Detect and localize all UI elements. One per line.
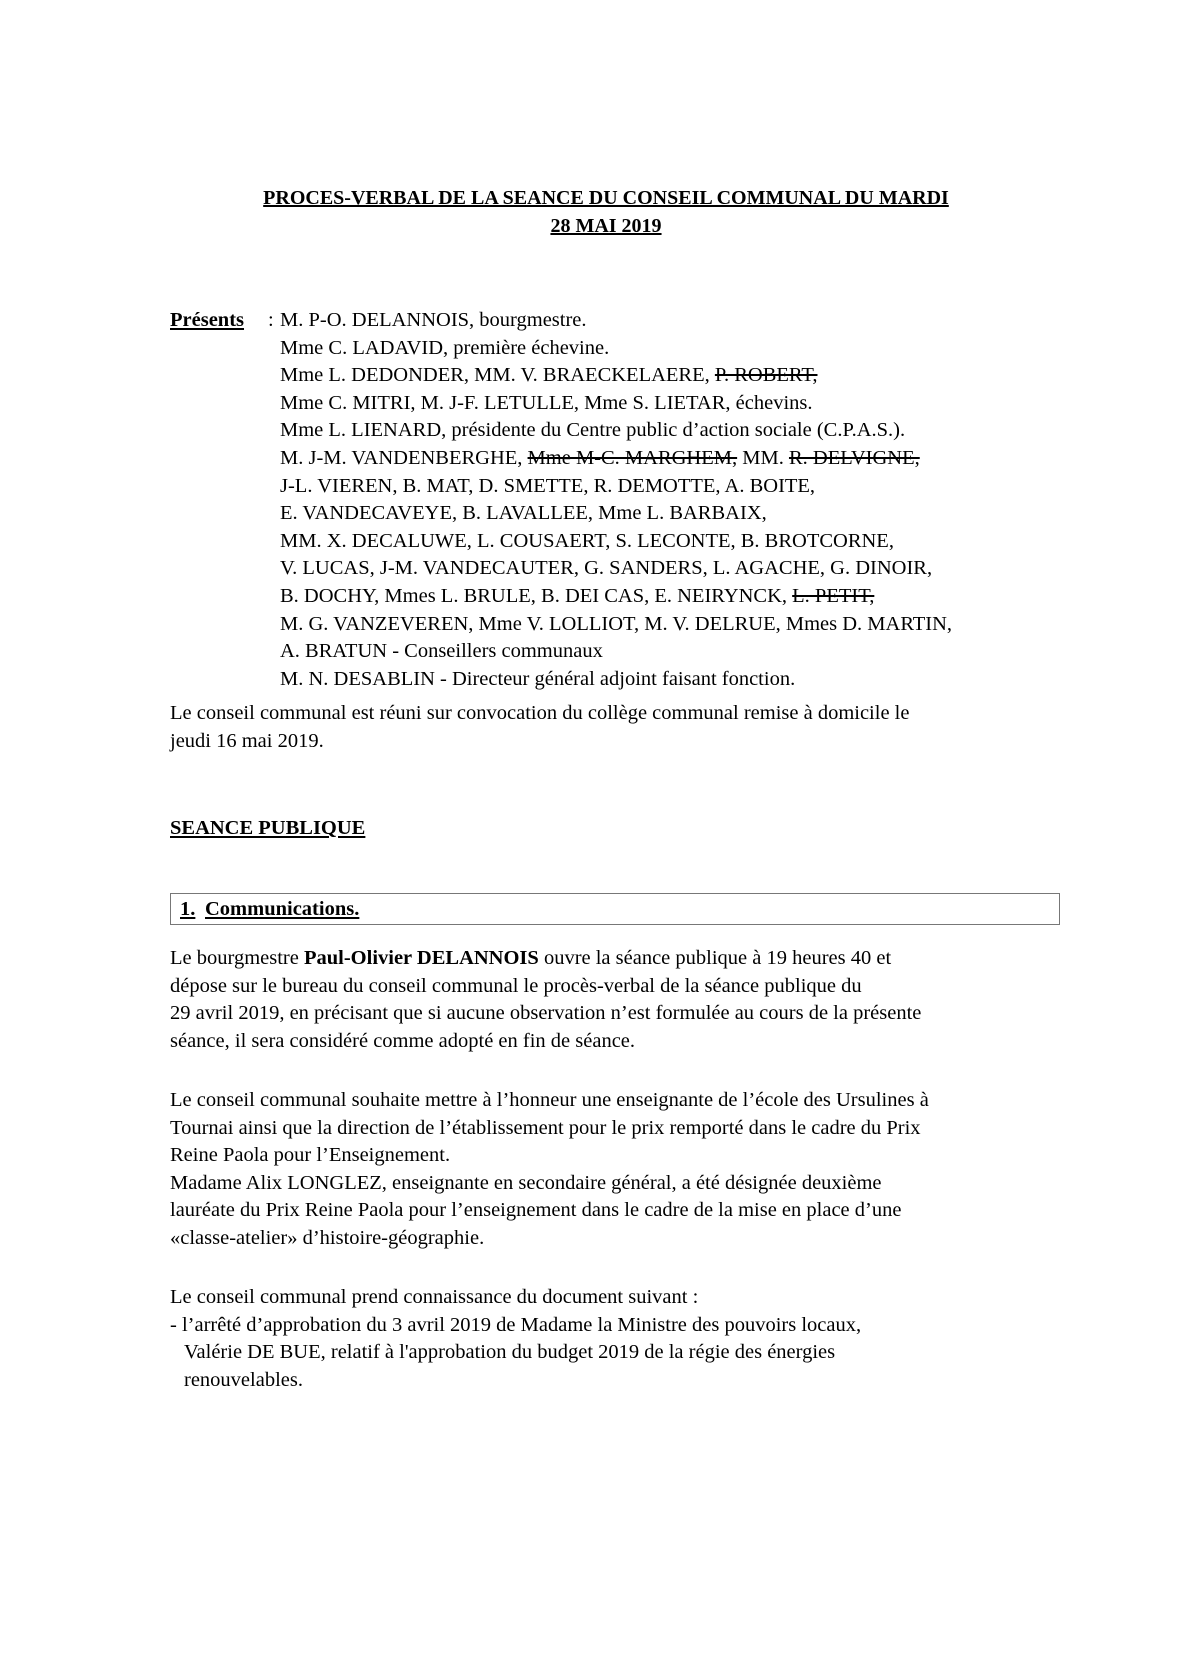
document-title	[160, 184, 1052, 240]
bullet-continuation-line: renouvelables.	[184, 1368, 303, 1391]
presents-line: M. N. DESABLIN - Directeur général adjoint faisant fonction.	[280, 667, 796, 690]
paragraph-line: Le conseil communal prend connaissance du document suivant :	[170, 1286, 699, 1308]
presents-line: V. LUCAS, J-M. VANDECAUTER, G. SANDERS, L. AGACHE, G. DINOIR,	[280, 557, 933, 580]
presents-list	[280, 307, 1100, 693]
presents-line: Mme L. LIENARD, présidente du Centre public d’action sociale (C.P.A.S.).	[280, 419, 906, 442]
presents-line: M. G. VANZEVEREN, Mme V. LOLLIOT, M. V. DELRUE, Mmes D. MARTIN,	[280, 612, 953, 635]
opening-paragraph	[170, 945, 1090, 1055]
paragraph-line: séance, il sera considéré comme adopté en fin de séance.	[170, 1029, 636, 1052]
paragraph-line: 29 avril 2019, en précisant que si aucune observation n’est formulée au cours de la présente	[170, 1002, 922, 1025]
presents-line: A. BRATUN - Conseillers communaux	[280, 640, 603, 663]
paragraph-line: dépose sur le bureau du conseil communal le procès-verbal de la séance publique du	[170, 974, 862, 997]
convocation-paragraph	[170, 700, 1070, 755]
paragraph-text: Le bourgmestre	[170, 947, 304, 969]
section-title: SEANCE PUBLIQUE	[170, 817, 366, 839]
paragraph-line: «classe-atelier» d’histoire-géographie.	[170, 1226, 485, 1249]
presents-text: MM.	[737, 446, 789, 469]
presents-line: Mme C. MITRI, M. J-F. LETULLE, Mme S. LIETAR, échevins.	[280, 391, 813, 414]
paragraph-line	[170, 945, 1090, 973]
presents-line: Mme C. LADAVID, première échevine.	[280, 336, 610, 359]
struck-name: L. PETIT,	[792, 584, 875, 607]
struck-name: P. ROBERT,	[714, 364, 818, 387]
presents-text: Mme L. DEDONDER, MM. V. BRAECKELAERE,	[280, 364, 715, 387]
paragraph-line: lauréate du Prix Reine Paola pour l’enseignement dans le cadre de la mise en place d’une	[170, 1199, 902, 1222]
agenda-item-label: Communications.	[205, 898, 360, 920]
presents-line	[280, 583, 1100, 611]
paragraph-line: Tournai ainsi que la direction de l’établissement pour le prix remporté dans le cadre du Prix	[170, 1116, 921, 1139]
struck-name: R. DELVIGNE,	[788, 446, 920, 469]
paragraph-line: Le conseil communal souhaite mettre à l’honneur une enseignante de l’école des Ursulines à	[170, 1089, 929, 1111]
presents-text: M. J-M. VANDENBERGHE,	[280, 446, 528, 469]
presents-line: MM. X. DECALUWE, L. COUSAERT, S. LECONTE, B. BROTCORNE,	[280, 529, 894, 552]
bullet-line: - l’arrêté d’approbation du 3 avril 2019 de Madame la Ministre des pouvoirs locaux,	[170, 1313, 862, 1336]
presents-colon: :	[268, 309, 274, 331]
presents-label: Présents	[170, 309, 245, 331]
presents-line: M. P-O. DELANNOIS, bourgmestre.	[280, 309, 587, 331]
presents-line: E. VANDECAVEYE, B. LAVALLEE, Mme L. BARBAIX,	[280, 502, 767, 525]
mayor-name: Paul-Olivier DELANNOIS	[303, 947, 539, 969]
presents-line: J-L. VIEREN, B. MAT, D. SMETTE, R. DEMOTTE, A. BOITE,	[280, 474, 816, 497]
struck-name: Mme M-C. MARGHEM,	[527, 446, 738, 469]
paragraph-line: Reine Paola pour l’Enseignement.	[170, 1144, 451, 1167]
paragraph-text: ouvre la séance publique à 19 heures 40 et	[538, 947, 892, 969]
honour-paragraph	[170, 1087, 1090, 1253]
document-notice-paragraph	[170, 1284, 1090, 1394]
presents-line	[280, 445, 1100, 473]
paragraph-line: Madame Alix LONGLEZ, enseignante en secondaire général, a été désignée deuxième	[170, 1171, 882, 1194]
bullet-continuation-line: Valérie DE BUE, relatif à l'approbation du budget 2019 de la régie des énergies	[184, 1341, 836, 1364]
presents-line	[280, 362, 1100, 390]
presents-text: B. DOCHY, Mmes L. BRULE, B. DEI CAS, E. NEIRYNCK,	[280, 584, 793, 607]
title-line-2: 28 MAI 2019	[550, 215, 662, 237]
agenda-item-number: 1.	[180, 898, 196, 920]
agenda-item-box	[170, 893, 1060, 925]
paragraph-line: Le conseil communal est réuni sur convocation du collège communal remise à domicile le	[170, 702, 910, 724]
title-line-1: PROCES-VERBAL DE LA SEANCE DU CONSEIL COMMUNAL DU MARDI	[263, 187, 949, 209]
paragraph-line: jeudi 16 mai 2019.	[170, 729, 324, 752]
